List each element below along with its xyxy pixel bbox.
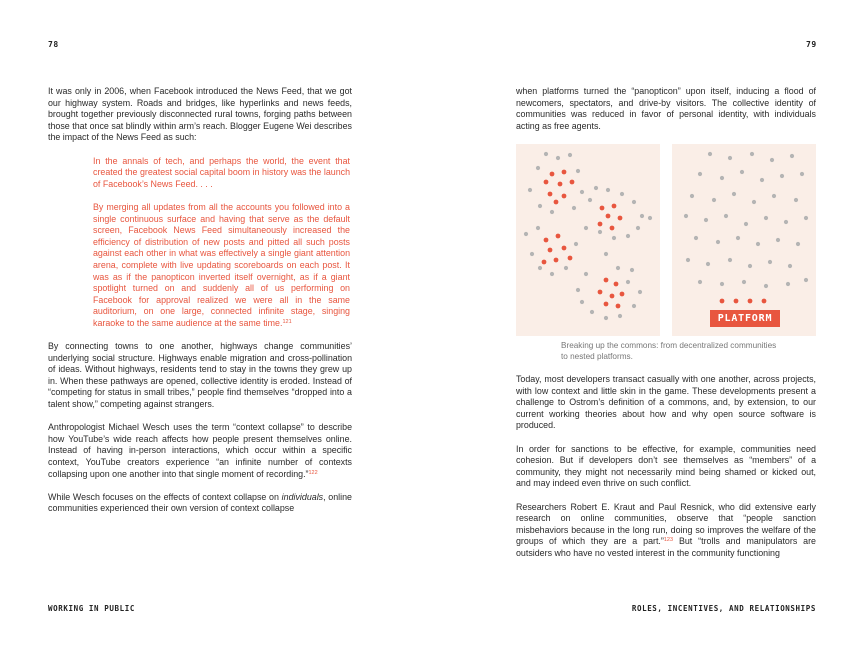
right-paragraph-4-start: Researchers Robert E. Kraut and Paul Resnick, who did extensive early research on online communities, observe that “people sanction misbehaviors because in the long run, doing so improves the welfare of the groups of which they are a part.” bbox=[516, 501, 816, 547]
quote-paragraph-2 bbox=[93, 202, 350, 330]
right-paragraph-2: Today, most developers transact casually with one another, across projects, with low context and little skin in the game. These developments present a challenge to Ostrom’s definition of a commons, and, by extension, to our current working theories about how and why open source software is produced. bbox=[516, 374, 816, 431]
figure-decentralized-communities bbox=[516, 144, 660, 336]
left-running-footer: WORKING IN PUBLIC bbox=[48, 604, 135, 613]
platform-dots-illustration bbox=[672, 144, 816, 336]
figure-caption: Breaking up the commons: from decentralized communities to nested platforms. bbox=[561, 341, 777, 361]
platform-red-dots bbox=[720, 299, 767, 304]
right-running-footer: ROLES, INCENTIVES, AND RELATIONSHIPS bbox=[631, 604, 816, 613]
left-paragraph-3-text: Anthropologist Michael Wesch uses the term “context collapse” to describe how YouTube’s wide reach affects how people present themselves online. Instead of having in-person interactions, which occur within a specific context, YouTube creators experience “an infinite number of contexts collapsing upon one another into that single moment of recording.” bbox=[48, 422, 352, 479]
scattered-gray-dots bbox=[684, 152, 808, 288]
right-paragraph-1: when platforms turned the “panopticon” upon itself, inducing a flood of newcomers, spectators, and drive-by visitors. The collective identity of communities was reduced in favor of personal identity, with individuals acting as free agents. bbox=[516, 86, 816, 131]
right-page-body-continued bbox=[516, 374, 816, 571]
quote-paragraph-2-text: By merging all updates from all the accounts you followed into a single continuous surface and having that serve as the default screen, Facebook News Feed simultaneously increased the efficiency of distribution of new posts and pitted all such posts against each other in what was effectively a single giant attention arena, complete with live updating scoreboards on each post. It was as if the panopticon inverted itself overnight, as if a giant spotlight turned on and suddenly all of us performing on Facebook for approval realized we were all in the same auditorium, on one large, connected infinite stage, singing karaoke to the same audience at the same time. bbox=[93, 201, 350, 328]
left-paragraph-3 bbox=[48, 422, 352, 480]
platform-label: PLATFORM bbox=[710, 310, 780, 327]
footnote-ref-123[interactable]: 123 bbox=[663, 537, 674, 544]
decentralized-dots-illustration bbox=[516, 144, 660, 336]
figure-nested-platform bbox=[672, 144, 816, 336]
left-paragraph-4-start: While Wesch focuses on the effects of context collapse on bbox=[48, 491, 282, 502]
gray-dots bbox=[524, 152, 652, 320]
emphasis-individuals: individuals bbox=[281, 491, 324, 502]
right-page-number: 79 bbox=[806, 40, 817, 49]
left-page-body bbox=[48, 86, 352, 527]
right-page-body bbox=[516, 86, 816, 144]
quote-paragraph-1: In the annals of tech, and perhaps the world, the event that created the greatest social capital boom in history was the launch of Facebook’s News Feed. . . . bbox=[93, 155, 350, 189]
footnote-ref-121[interactable]: 121 bbox=[282, 318, 292, 325]
left-paragraph-2: By connecting towns to one another, highways change communities’ underlying social structure. Highways enable migration and cross-pollination of ideas. Without highways, residents tend to stay in the towns they grew up in. When these pathways are opened, collective identity is eroded. Instead of “competing for status in small tribes,” people find themselves “dropped into a talent show,” competing against strangers. bbox=[48, 341, 352, 410]
left-paragraph-1: It was only in 2006, when Facebook introduced the News Feed, that we got our highway system. Roads and bridges, like hyperlinks and news feeds, brought together previously disconnected rural towns, forging paths between those that once sat blindly within arm’s reach. Blogger Eugene Wei describes the impact of the News Feed as such: bbox=[48, 86, 352, 143]
right-paragraph-3: In order for sanctions to be effective, for example, communities need cohesion. But if developers don’t see themselves as “members” of a community, they might not necessarily mind being shamed or kicked out, and may indeed even thrive on such conflict. bbox=[516, 443, 816, 489]
footnote-ref-122[interactable]: 122 bbox=[308, 469, 318, 476]
block-quote bbox=[93, 156, 350, 330]
right-paragraph-4-end: But “trolls and manipulators are outsiders who have no vested interest in the community functioning bbox=[516, 536, 816, 558]
right-paragraph-4 bbox=[516, 502, 816, 560]
left-page-number: 78 bbox=[48, 40, 59, 49]
left-paragraph-4-end: , online communities experienced their own version of context collapse bbox=[48, 491, 352, 514]
left-paragraph-4 bbox=[48, 492, 352, 515]
